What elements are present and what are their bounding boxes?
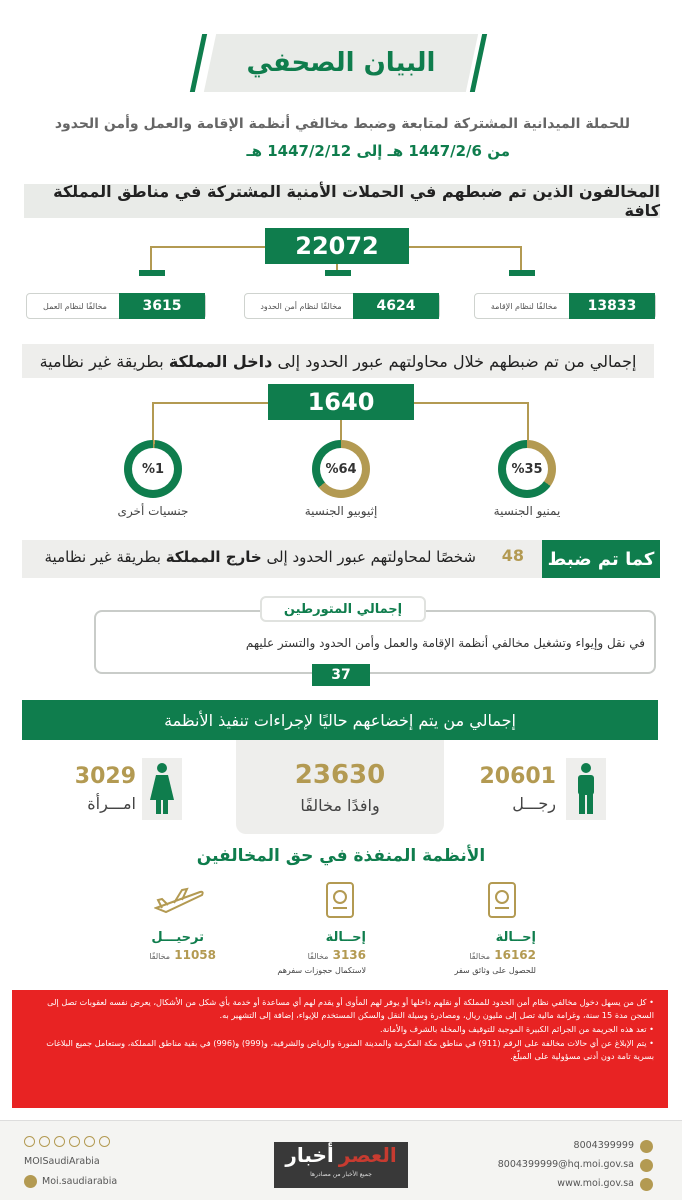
watermark-logo [274,1142,408,1188]
passport-icon [326,882,354,918]
branch-line-right [409,246,521,248]
watermark-accent: العصر [338,1143,397,1167]
measure-2-value [260,948,366,962]
branch-drop [152,402,154,440]
phone-icon [640,1140,653,1153]
involved-heading: إجمالي المتورطين [260,596,426,622]
outbound-tag: كما تم ضبط [542,540,660,578]
ring-yemeni-percent: %35 [506,448,548,490]
outbound-text [30,548,476,566]
ring-other [124,440,182,498]
x-icon[interactable] [99,1136,110,1147]
email-icon [640,1159,653,1172]
men-label: رجـــل [512,794,556,813]
page-subtitle: للحملة الميدانية المشتركة لمتابعة وضبط مخالفي أنظمة الإقامة والعمل وأمن الحدود [54,116,630,132]
instagram-icon[interactable] [69,1136,80,1147]
outbound-count: 48 [501,546,524,565]
measures-heading: الأنظمة المنفذة في حق المخالفين [196,846,486,866]
stat-labor-value: 3615 [119,293,205,319]
footer-phone[interactable]: 8004399999 [573,1140,634,1151]
ring-ethiopian-label: إثيوبيو الجنسية [304,504,378,518]
ring-other-percent: %1 [132,448,174,490]
footer-website[interactable]: www.moi.gov.sa [557,1178,634,1189]
branch-drop [527,402,529,440]
ring-ethiopian-percent: %64 [320,448,362,490]
measure-1-number: 16162 [494,948,536,962]
branch-drop [340,420,342,440]
measure-2-number: 3136 [332,948,366,962]
procedures-total: 23630 [294,760,386,790]
footer-email[interactable]: 8004399999@hq.moi.gov.sa [497,1159,634,1170]
stat-border [244,293,440,319]
measure-1-unit: مخالفًا [469,952,491,961]
involved-count: 37 [312,664,370,686]
snapchat-icon [24,1175,37,1188]
outbound-text-pre: شخصًا لمحاولتهم عبور الحدود إلى [266,548,476,566]
involved-text: في نقل وإيواء وتشغيل مخالفي أنظمة الإقامة والعمل وأمن الحدود والتستر عليهم [245,636,645,650]
stat-labor [26,293,206,319]
footer-handle[interactable]: MOISaudiArabia [24,1156,100,1167]
measure-2-unit: مخالفًا [307,952,329,961]
violators-heading: المخالفون الذين تم ضبطهم في الحملات الأمنية المشتركة في مناطق المملكة كافة [24,184,660,218]
youtube-icon[interactable] [39,1136,50,1147]
ring-other-label: جنسيات أخرى [117,504,189,518]
globe-icon [640,1178,653,1191]
snapchat-icon[interactable] [54,1136,65,1147]
branch-line-left [152,402,268,404]
footer-snap[interactable]: Moi.saudiarabia [42,1176,118,1187]
stat-residency-value: 13833 [569,293,655,319]
warning-box [12,990,668,1108]
facebook-icon[interactable] [84,1136,95,1147]
women-count: 3029 [74,764,136,789]
measure-1-value [430,948,536,962]
stat-border-value: 4624 [353,293,439,319]
branch-line-right [414,402,528,404]
passport-icon [488,882,516,918]
stat-border-label: مخالفًا لنظام أمن الحدود [260,301,342,311]
infiltration-total: 1640 [268,384,414,420]
measure-2-title: إحــالة [325,930,366,945]
watermark-main: أخبار [285,1143,334,1167]
branch-cap [325,270,351,276]
measure-1-sub: للحصول على وثائق سفر [454,966,536,975]
warning-line-2: • تعد هذه الجريمة من الجرائم الكبيرة الموجبة للتوقيف والمخلة بالشرف والأمانة. [380,1024,654,1034]
infiltration-heading-pre: إجمالي من تم ضبطهم خلال محاولتهم عبور الحدود إلى [277,351,637,371]
procedures-total-label: وافدًا مخالفًا [300,796,380,815]
women-label: امـــرأة [87,794,136,813]
telegram-icon[interactable] [24,1136,35,1147]
stat-residency-label: مخالفًا لنظام الإقامة [490,301,558,311]
men-count: 20601 [479,764,556,789]
ring-yemeni-label: يمنيو الجنسية [493,504,561,518]
outbound-text-post: بطريقة غير نظامية [44,548,161,566]
ring-ethiopian [312,440,370,498]
warning-line-3: • يتم الإبلاغ عن أي حالات مخالفة على الرقم (911) في مناطق مكة المكرمة والمدينة المنورة والرياض والشرقية، و(999) و(996) في بقية مناطق المملكة، وستعامل جميع البلاغات بسرية تامة دون أدنى مسؤولية على المبلّغ. [46,1038,654,1061]
outbound-text-bold: خارج المملكة [165,548,262,566]
ring-yemeni [498,440,556,498]
violators-total: 22072 [265,228,409,264]
branch-drop [150,246,152,270]
social-icons [24,1136,110,1147]
measure-3-title: ترحيـــل [151,930,204,945]
infiltration-heading-bold: داخل المملكة [168,351,273,371]
branch-drop [520,246,522,270]
airplane-icon [154,886,204,916]
watermark-sub: جميع الأخبار من مصادرها [310,1171,372,1178]
measure-1-title: إحــالة [495,930,536,945]
woman-icon [148,762,176,816]
procedures-heading: إجمالي من يتم إخضاعهم حاليًا لإجراءات تنفيذ الأنظمة [22,700,658,740]
man-icon [574,762,598,816]
stat-labor-label: مخالفًا لنظام العمل [43,301,107,311]
branch-line-left [150,246,265,248]
infiltration-heading [22,344,654,378]
measure-3-unit: مخالفًا [149,952,171,961]
measure-3-number: 11058 [174,948,216,962]
page-title: البيان الصحفي [246,48,436,78]
stat-residency [474,293,656,319]
warning-line-1: • كل من يسهل دخول مخالفي نظام أمن الحدود للمملكة أو نقلهم داخلها أو يوفر لهم المأوى أو يقدم لهم أي مساعدة أو خدمة بأي شكل من الأشكال، يعرض نفسه لعقوبات تصل إلى السجن مدة 15 سنة، وغرامة مالية تصل إلى مليون ريال، ومصادرة وسيلة النقل والسكن المستخدم للإيواء، إضافة إلى التشهير به. [47,997,654,1020]
branch-cap [139,270,165,276]
date-range: من 1447/2/6 هـ إلى 1447/2/12 هـ [246,142,510,160]
measure-3-value [100,948,216,962]
branch-cap [509,270,535,276]
infiltration-heading-post: بطريقة غير نظامية [39,351,164,371]
measure-2-sub: لاستكمال حجوزات سفرهم [277,966,366,975]
